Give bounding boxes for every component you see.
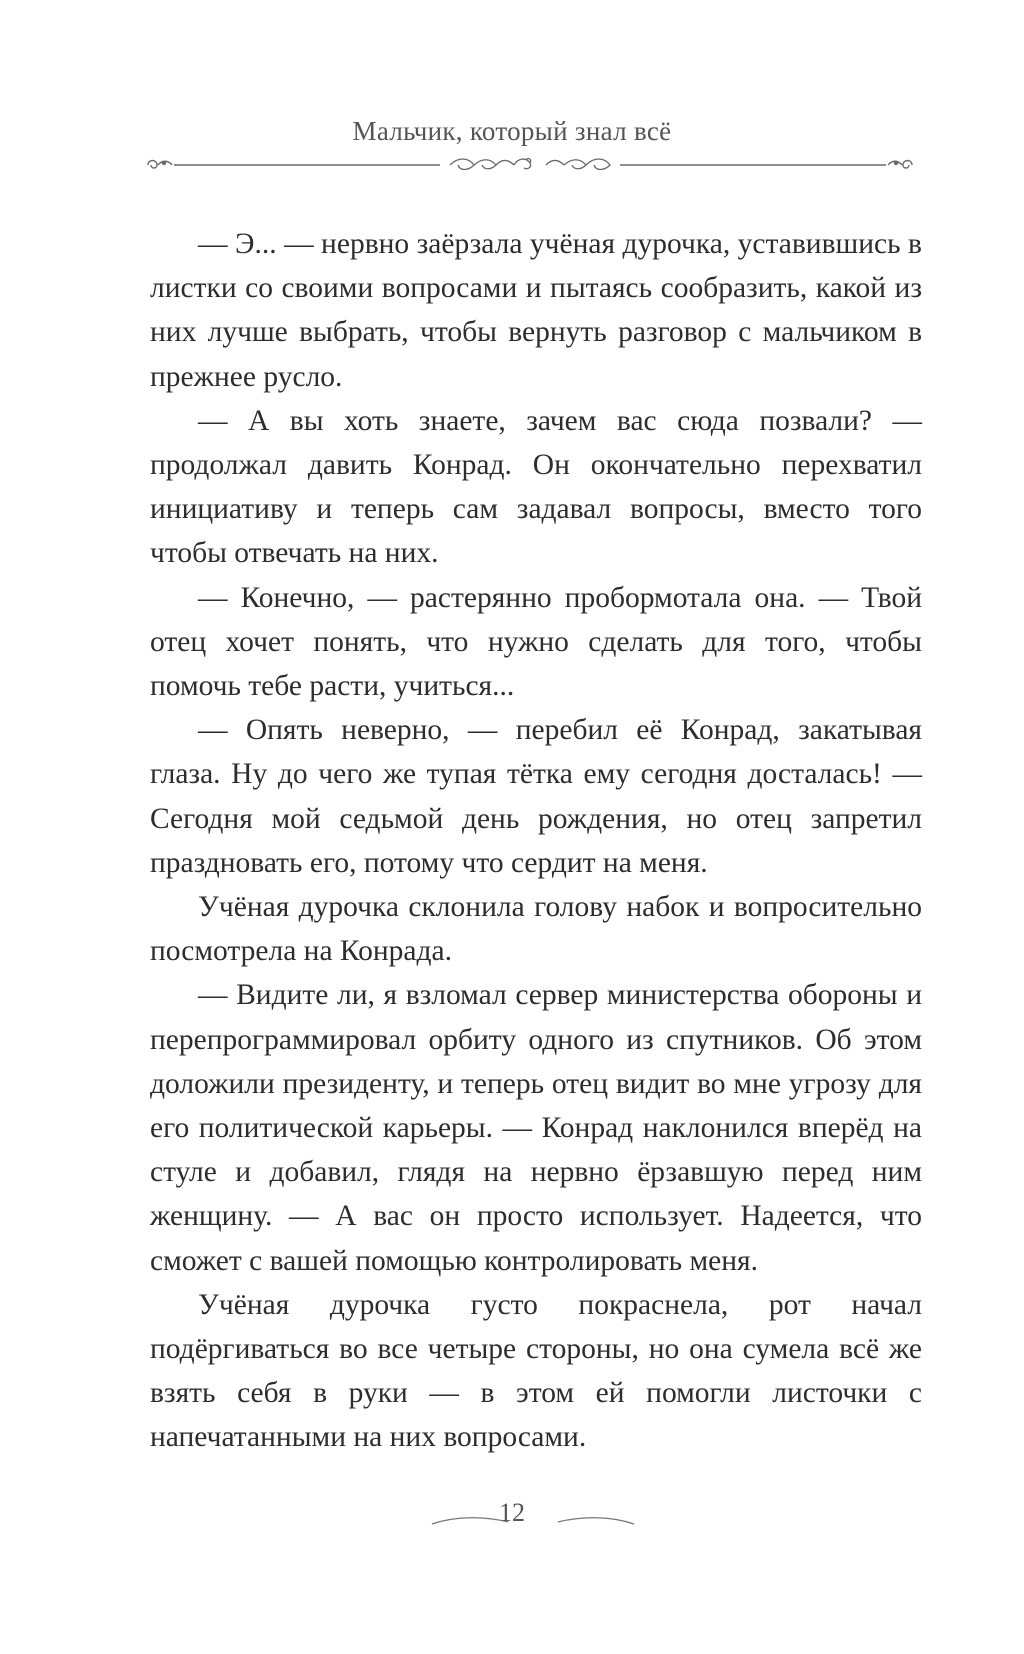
paragraph: Учёная дурочка склонила голову набок и вопросительно посмотрела на Конрада.: [150, 891, 922, 968]
paragraph: — Опять неверно, — перебил её Конрад, закатывая глаза. Ну до чего же тупая тётка ему сегодня досталась! — Сегодня мой седьмой день рождения, но отец запретил праздновать его, потому что сердит на меня.: [150, 714, 922, 879]
page-number: 12: [499, 1498, 525, 1527]
page-footer: [0, 1498, 1024, 1538]
footer-right-swash: [556, 1514, 636, 1528]
paragraph: Учёная дурочка густо покраснела, рот начал подёргиваться во все четыре стороны, но она сумела всё же взять себя в руки — в этом ей помогли листочки с напечатанными на них вопросами.: [150, 1288, 922, 1454]
page-body-text: [150, 222, 922, 1460]
paragraph: — А вы хоть знаете, зачем вас сюда позвали? — продолжал давить Конрад. Он окончательно перехватил инициативу и теперь сам задавал вопросы, вместо того чтобы отвечать на них.: [150, 404, 922, 570]
running-header-title: Мальчик, который знал всё: [352, 116, 672, 146]
paragraph: — Видите ли, я взломал сервер министерства обороны и перепрограммировал орбиту одного из спутников. Об этом доложили президенту, и теперь отец видит во мне угрозу для его политической карьеры. — Конрад наклонился вперёд на стуле и добавил, глядя на нервно ёрзавшую перед ним женщину. — А вас он просто использует. Надеется, что сможет с вашей помощью контролировать меня.: [150, 979, 922, 1277]
header-ornament-divider: [140, 152, 920, 178]
paragraph: — Э... — нервно заёрзала учёная дурочка, уставившись в листки со своими вопросами и пытаясь сообразить, какой из них лучше выбрать, чтобы вернуть разговор с мальчиком в прежнее русло.: [150, 228, 922, 393]
paragraph: — Конечно, — растерянно пробормотала она. — Твой отец хочет понять, что нужно сделать для того, чтобы помочь тебе расти, учиться...: [150, 581, 922, 703]
